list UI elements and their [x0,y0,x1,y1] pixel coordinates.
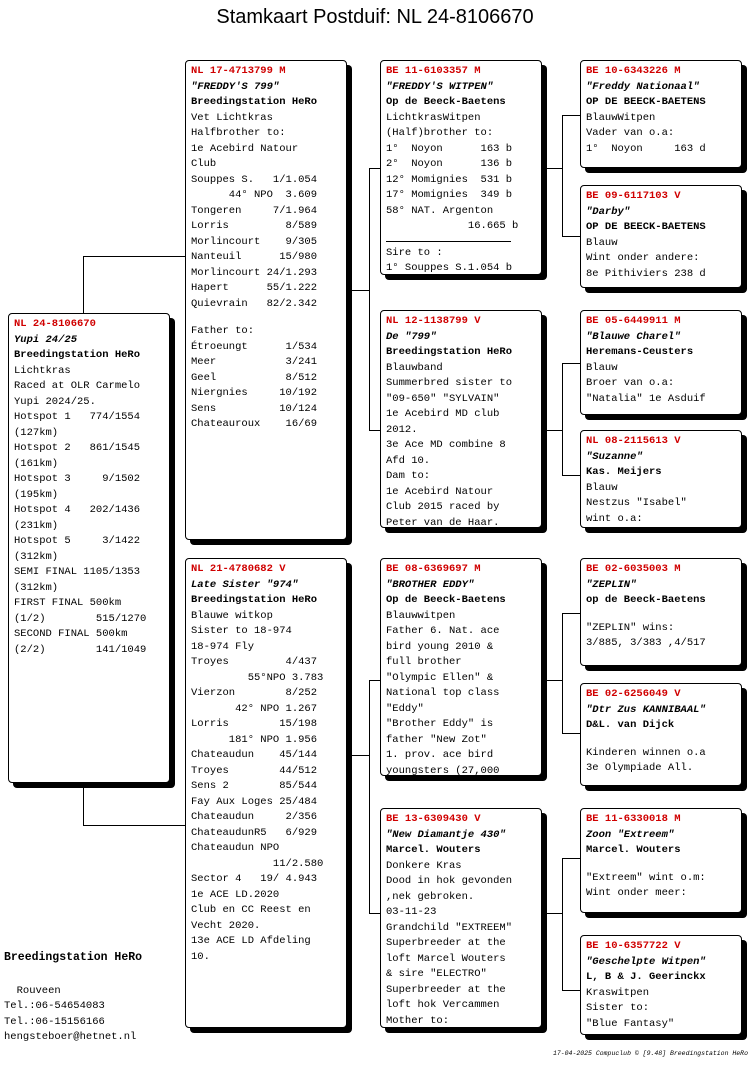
ring-number: NL 12-1138799 V [386,315,481,327]
breeder-name: op de Beeck-Baetens [586,594,706,606]
detail-line: Étroeungt 1/534 [191,340,318,353]
contact-name: Breedingstation HeRo [4,951,143,964]
detail-line: Afd 10. [386,454,431,467]
detail-line: 1° Souppes S.1.054 b [386,262,513,274]
pigeon-card-mmm[interactable] [580,935,742,1035]
breeder-name: Marcel. Wouters [386,844,481,856]
detail-line: Broer van o.a: [586,377,675,389]
detail-line: 1° Noyon 163 b [386,142,513,155]
breeder-name: L, B & J. Geerinckx [586,971,706,983]
pigeon-card-mff[interactable] [580,558,742,666]
pigeon-details [586,609,736,652]
detail-line [191,312,341,324]
detail-line: Superbreeder at the [386,983,506,996]
detail-line: Blauw [586,361,618,374]
pigeon-card-fmm[interactable] [580,430,742,528]
pigeon-details [191,609,341,966]
pigeon-card-fff[interactable] [580,60,742,168]
detail-line: 8e Pithiviers 238 d [586,267,706,280]
pigeon-name: "FREDDY'S 799" [191,80,280,93]
pigeon-name: "Blauwe Charel" [586,330,681,343]
detail-line: 13e ACE LD Afdeling [191,935,311,947]
detail-line: Dam to: [386,470,431,482]
contact-phone-1: Tel.:06-54654083 [4,1000,105,1012]
pigeon-name: "New Diamantje 430" [386,828,506,841]
pigeon-name: "Dtr Zus KANNIBAAL" [586,703,706,716]
detail-line: Lorris 8/589 [191,220,318,232]
detail-line: Morlincourt 9/305 [191,235,318,248]
detail-line: Halfbrother to: [191,127,286,139]
detail-line: "Brother Eddy" is [386,718,494,730]
footer-text: 17-04-2025 Compuclub © [9.48] Breedingstation HeRo [552,1050,748,1057]
detail-line: Vecht 2020. [191,919,261,932]
pigeon-details [386,361,536,529]
detail-line: SECOND FINAL 500km [14,628,128,640]
detail-line: Fay Aux Loges 25/484 [191,795,318,808]
detail-line: Sire to : [386,246,443,259]
breeder-name: Op de Beeck-Baetens [386,96,506,108]
detail-line: 1e Acebird Natour [191,142,299,155]
detail-line: Meer 3/241 [191,356,318,368]
pigeon-card-subject[interactable] [8,313,170,783]
pigeon-details [386,609,536,777]
detail-line: Wint onder andere: [586,252,700,264]
detail-line: Club 2015 raced by [386,501,500,513]
detail-line: full brother [386,656,462,668]
detail-line: 1e Acebird Natour [386,485,494,498]
detail-line: Chateauroux 16/69 [191,418,318,430]
detail-line: (195km) [14,488,59,501]
pigeon-details [586,481,736,528]
detail-line: 44° NPO 3.609 [191,189,318,201]
ring-number: BE 11-6103357 M [386,65,481,77]
breeder-name: Breedingstation HeRo [191,96,318,108]
ring-number: BE 02-6256049 V [586,688,681,700]
breeder-name: OP DE BEECK-BAETENS [586,96,706,108]
detail-line: "Eddy" [386,702,424,715]
detail-line: 55°NPO 3.783 [191,671,324,684]
detail-line: Geel 8/512 [191,371,318,384]
detail-line: "Blue Fantasy" [586,1017,675,1030]
pigeon-name: "BROTHER EDDY" [386,578,475,591]
pigeon-name: "Freddy Nationaal" [586,80,700,93]
breeder-name: Breedingstation HeRo [191,594,318,606]
detail-line: 1° Noyon 163 d [586,142,706,155]
detail-line: wint o.a: [586,512,643,525]
pigeon-card-mm[interactable] [380,808,542,1028]
detail-line: Dood in hok gevonden [386,875,513,887]
detail-line: 03-11-23 [386,906,437,918]
pigeon-name: "FREDDY'S WITPEN" [386,80,494,93]
detail-line: Father 6. Nat. ace [386,625,500,637]
detail-line: BlauwWitpen [586,111,656,124]
detail-line: Lichtkras [14,364,71,377]
pigeon-details [586,734,736,777]
ring-number: BE 02-6035003 M [586,563,681,575]
pigeon-card-fm[interactable] [380,310,542,528]
detail-line: 1e Acebird MD club [386,408,500,420]
detail-line: Vierzon 8/252 [191,687,318,699]
ring-number: NL 17-4713799 M [191,65,286,77]
detail-line: "09-650" "SYLVAIN" [386,392,500,405]
detail-line [586,609,736,621]
breeder-name: Op de Beeck-Baetens [386,594,506,606]
detail-line: 58° NAT. Argenton [386,204,494,217]
pigeon-name: "ZEPLIN" [586,578,637,591]
pigeon-card-mother[interactable] [185,558,347,1028]
breeder-name: Heremans-Ceusters [586,346,694,358]
pigeon-details [386,111,536,235]
detail-line: "ZEPLIN" wins: [586,621,675,634]
breeder-name: OP DE BEECK-BAETENS [586,221,706,233]
detail-line: "Olympic Ellen" & [386,671,494,684]
ring-number: BE 10-6343226 M [586,65,681,77]
detail-line: Mother to: [386,1014,450,1027]
detail-line: 2012. [386,423,418,436]
detail-line: Blauw [586,481,618,494]
detail-line: ,nek gebroken. [386,890,475,903]
detail-line: 1. prov. ace bird [386,749,494,761]
detail-line: Club [191,158,217,170]
ring-number: BE 11-6330018 M [586,813,681,825]
detail-line: bird young 2010 & [386,640,494,653]
pigeon-name: "Suzanne" [586,450,643,463]
detail-line: Wint onder meer: [586,887,687,899]
detail-line: Souppes S. 1/1.054 [191,173,318,186]
detail-line: 16.665 b [386,220,519,232]
detail-line: Troyes 4/437 [191,656,318,668]
sire-details [386,246,536,276]
detail-line: youngsters (27,000 [386,764,500,776]
breeder-name: Breedingstation HeRo [386,346,513,358]
detail-line: (161km) [14,457,59,470]
detail-line: Chateaudun 45/144 [191,749,318,761]
pigeon-details [14,364,164,659]
detail-line: 181° NPO 1.956 [191,733,318,746]
ring-number: BE 13-6309430 V [386,813,481,825]
detail-line: Grandchild "EXTREEM" [386,921,513,934]
breeder-name: D&L. van Dijck [586,719,675,731]
detail-line: Summerbred sister to [386,377,513,389]
breeder-name: Marcel. Wouters [586,844,681,856]
page-title: Stamkaart Postduif: NL 24-8106670 [216,6,534,28]
detail-line: 3e Olympiade All. [586,762,694,774]
pigeon-details [586,986,736,1033]
detail-line: Father to: [191,325,255,337]
detail-line: 18-974 Fly [191,640,255,653]
detail-line: Hotspot 3 9/1502 [14,473,141,485]
pigeon-details [586,859,736,902]
detail-line: Superbreeder at the [386,937,506,949]
detail-line: Blauw [586,236,618,249]
detail-line: 3/885, 3/383 ,4/517 [586,637,706,649]
detail-line: Nestzus "Isabel" [586,497,687,509]
detail-line: Blauwband [386,361,443,374]
ring-number: BE 05-6449911 M [586,315,681,327]
detail-line: Nanteuil 15/980 [191,251,318,263]
pigeon-card-ffm[interactable] [580,185,742,288]
detail-line: Lorris 15/198 [191,718,318,730]
pigeon-card-fmf[interactable] [580,310,742,415]
detail-line: 10. [191,950,210,963]
breeder-name: Breedingstation HeRo [14,349,141,361]
ring-number: NL 24-8106670 [14,318,96,330]
ring-number: BE 10-6357722 V [586,940,681,952]
pigeon-name: Yupi 24/25 [14,333,78,346]
detail-line: 12° Momignies 531 b [386,173,513,186]
detail-line: loft Marcel Wouters [386,952,506,965]
detail-line: (127km) [14,426,59,439]
detail-line: Hapert 55/1.222 [191,282,318,294]
pigeon-details [586,361,736,408]
detail-line: LichtkrasWitpen [386,111,481,124]
detail-line: Tongeren 7/1.964 [191,204,318,217]
detail-line: Troyes 44/512 [191,764,318,777]
detail-line: Club en CC Reest en [191,904,311,916]
detail-line: Yupi 2024/25. [14,395,96,408]
pigeon-card-mf[interactable] [380,558,542,776]
detail-line: Hotspot 1 774/1554 [14,411,141,423]
detail-line: 17° Momignies 349 b [386,189,513,201]
detail-line: Quievrain 82/2.342 [191,297,318,310]
detail-line: National top class [386,687,500,699]
detail-line [586,734,736,746]
detail-line: 3e Ace MD combine 8 [386,439,506,451]
pigeon-details [386,859,536,1029]
detail-line: SEMI FINAL 1105/1353 [14,566,141,578]
detail-line: (2/2) 141/1049 [14,643,147,656]
detail-line: Sens 10/124 [191,402,318,415]
pigeon-name: "Darby" [586,205,631,218]
detail-line: Hotspot 2 861/1545 [14,442,141,454]
ring-number: NL 08-2115613 V [586,435,681,447]
detail-line: Chateaudun 2/356 [191,811,318,823]
contact-phone-2: Tel.:06-15156166 [4,1015,105,1028]
pigeon-name: Zoon "Extreem" [586,828,675,841]
detail-line: Kinderen winnen o.a [586,746,706,759]
pigeon-details [586,111,736,158]
detail-line: 11/2.580 [191,857,324,870]
pigeon-details [191,111,341,433]
detail-line: & sire "ELECTRO" [386,968,487,980]
detail-line: Sens 2 85/544 [191,780,318,792]
detail-line: Peter van de Haar. [386,516,500,528]
detail-line: Morlincourt 24/1.293 [191,266,318,279]
divider [386,241,511,242]
detail-line: Raced at OLR Carmelo [14,380,141,392]
detail-line: Hotspot 5 3/1422 [14,535,141,547]
detail-line: 1e ACE LD.2020 [191,888,280,901]
detail-line: (312km) [14,581,59,594]
detail-line: ChateaudunR5 6/929 [191,826,318,839]
breeder-name: Kas. Meijers [586,466,662,478]
detail-line: Blauwwitpen [386,609,456,622]
pigeon-card-mfm[interactable] [580,683,742,786]
pigeon-card-father[interactable] [185,60,347,540]
detail-line: Vader van o.a: [586,127,675,139]
detail-line: 42° NPO 1.267 [191,702,318,715]
detail-line: (Half)brother to: [386,127,494,139]
contact-email[interactable]: hengsteboer@hetnet.nl [4,1031,137,1043]
pigeon-card-mmf[interactable] [580,808,742,913]
detail-line: (312km) [14,550,59,563]
detail-line: Sister to 18-974 [191,625,292,637]
detail-line: (231km) [14,519,59,532]
detail-line: Sector 4 19/ 4.943 [191,873,318,885]
detail-line: Hotspot 4 202/1436 [14,504,141,516]
ring-number: BE 08-6369697 M [386,563,481,575]
detail-line: 2° Noyon 136 b [386,158,513,170]
detail-line: Niergnies 10/192 [191,387,318,399]
detail-line: "Natalia" 1e Asduif [586,392,706,405]
detail-line: FIRST FINAL 500km [14,597,122,609]
detail-line: Sister to: [586,1002,650,1014]
detail-line: Blauwe witkop [191,609,273,622]
pigeon-name: Late Sister "974" [191,578,299,591]
detail-line: loft hok Vercammen [386,999,500,1011]
pigeon-card-ff[interactable] [380,60,542,275]
ring-number: BE 09-6117103 V [586,190,681,202]
ring-number: NL 21-4780682 V [191,563,286,575]
contact-city: Rouveen [4,984,61,997]
pigeon-name: De "799" [386,330,437,343]
detail-line: father "New Zot" [386,733,487,746]
detail-line: (1/2) 515/1270 [14,612,147,625]
pigeon-details [586,236,736,283]
pigeon-name: "Geschelpte Witpen" [586,955,706,968]
detail-line: "Extreem" wint o.m: [586,871,706,884]
detail-line: Vet Lichtkras [191,111,273,124]
detail-line [586,859,736,871]
contact-block [4,950,142,1046]
detail-line: Donkere Kras [386,859,462,872]
detail-line: Kraswitpen [586,986,650,999]
detail-line: Chateaudun NPO [191,842,280,854]
